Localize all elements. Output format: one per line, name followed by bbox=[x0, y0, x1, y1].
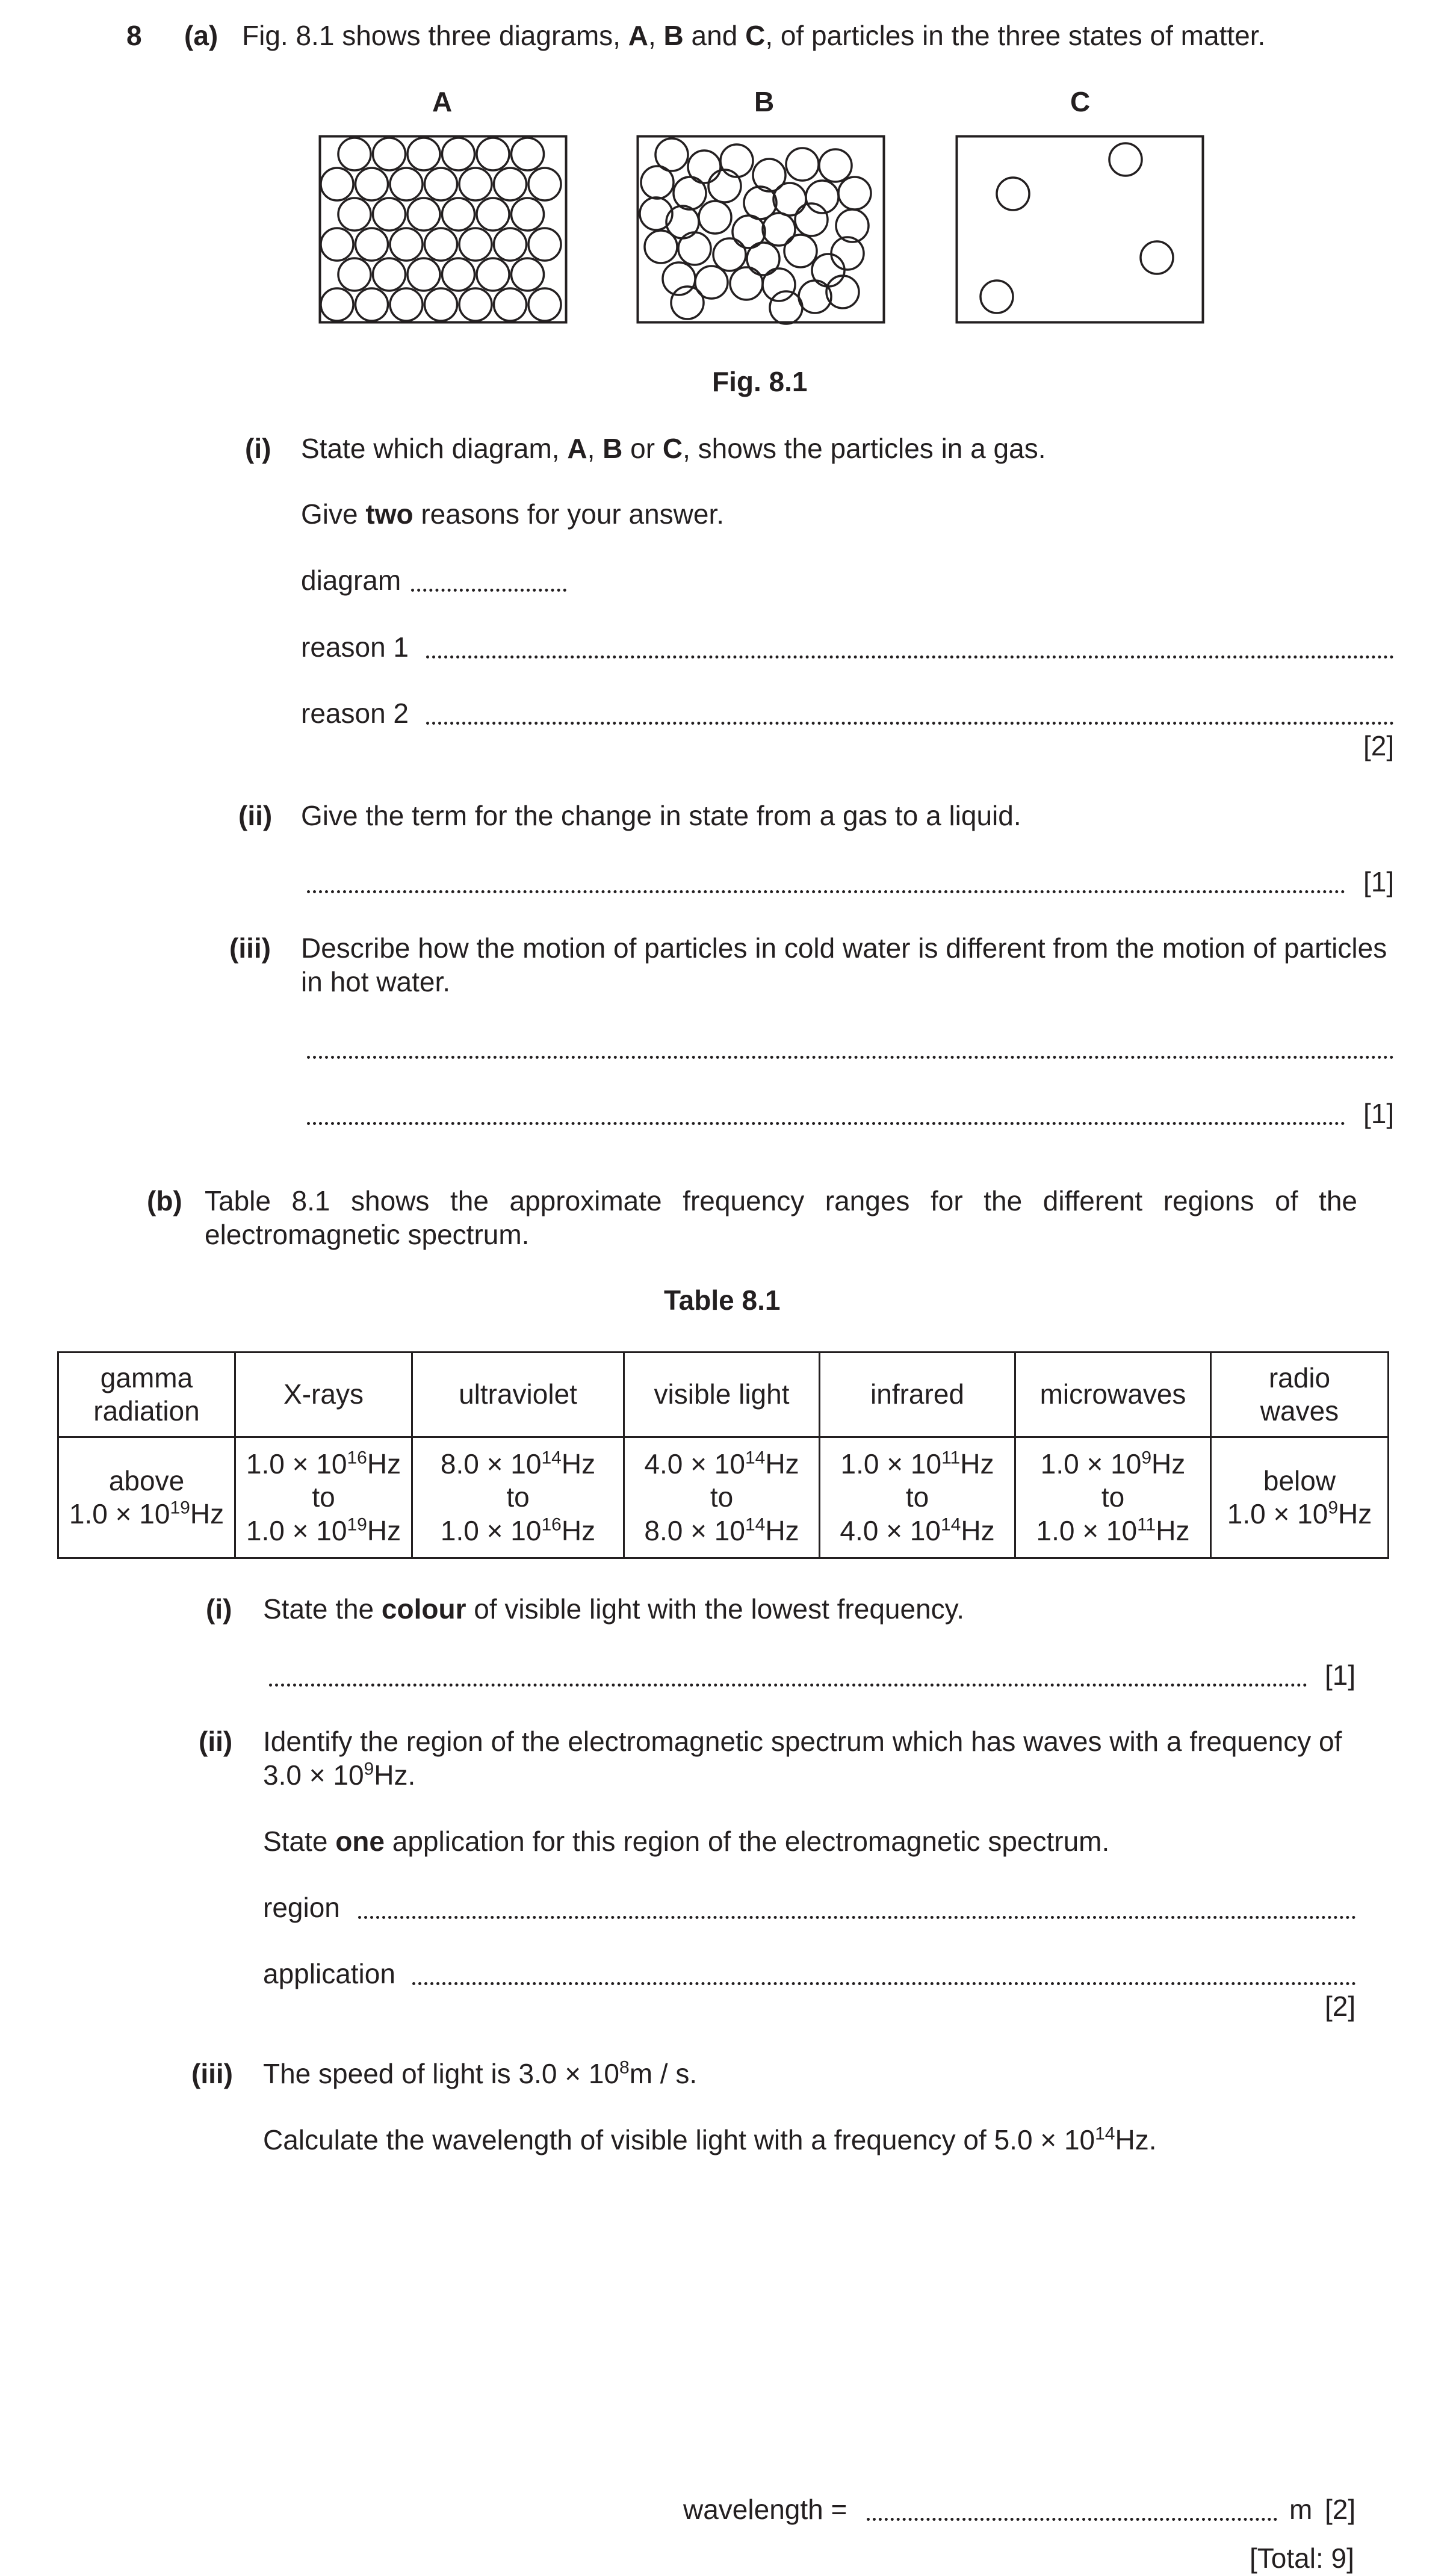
total-marks: [Total: 9] bbox=[1250, 2542, 1354, 2574]
header-infrared: infrared bbox=[820, 1353, 1015, 1437]
a-iii-question-line2: in hot water. bbox=[301, 966, 451, 997]
diagram-c-gas bbox=[956, 135, 1204, 323]
particle bbox=[641, 166, 674, 199]
region-label: region bbox=[263, 1892, 340, 1923]
particle bbox=[459, 228, 492, 261]
part-a-label: (a) bbox=[184, 20, 218, 51]
particle bbox=[442, 258, 475, 291]
b-ii-question-line1: Identify the region of the electromagnetic spectrum which has waves with a frequency of bbox=[263, 1726, 1342, 1757]
b-ii-question-line2: $3.0 \times 10^9Hz$. bbox=[263, 1759, 416, 1791]
diagram-label-b: B bbox=[754, 86, 775, 117]
table-caption: Table 8.1 bbox=[664, 1284, 781, 1316]
particle bbox=[390, 288, 423, 321]
particle bbox=[528, 228, 561, 261]
a-i-instruction: Give two reasons for your answer. bbox=[301, 498, 725, 530]
particle bbox=[494, 288, 527, 321]
particle bbox=[747, 243, 779, 275]
b-ii-instruction: State one application for this region of the electromagnetic spectrum. bbox=[263, 1826, 1110, 1857]
gas-particle bbox=[980, 280, 1013, 313]
header-visible-light: visible light bbox=[624, 1353, 820, 1437]
particle bbox=[494, 168, 527, 200]
a-i-question: State which diagram, A, B or C, shows the particles in a gas. bbox=[301, 433, 1046, 464]
particle bbox=[477, 198, 509, 231]
wavelength-unit: m bbox=[1289, 2494, 1313, 2525]
a-ii-label: (ii) bbox=[238, 800, 273, 831]
particle bbox=[390, 168, 423, 200]
diagram-label-a: A bbox=[432, 86, 453, 117]
particle bbox=[356, 228, 388, 261]
particle bbox=[730, 267, 763, 300]
figure-caption: Fig. 8.1 bbox=[712, 366, 808, 397]
particle bbox=[674, 177, 706, 209]
particle bbox=[678, 232, 711, 265]
particle bbox=[784, 235, 817, 267]
range-visible-light: $4.0 \times 10^{14}Hz$ to $8.0 \times 10^{14}Hz$ bbox=[624, 1437, 820, 1558]
b-i-answer-line[interactable] bbox=[269, 1684, 1307, 1687]
reason2-answer-line[interactable] bbox=[426, 722, 1394, 725]
range-xrays: $1.0 \times 10^{16}Hz$ to $1.0 \times 10^{19}Hz$ bbox=[235, 1437, 412, 1558]
particle bbox=[512, 198, 544, 231]
b-i-question: State the colour of visible light with the lowest frequency. bbox=[263, 1593, 965, 1625]
diagram-a-solid bbox=[319, 135, 567, 323]
gas-particle bbox=[997, 178, 1029, 210]
range-radio-waves: below $1.0 \times 10^9Hz$ bbox=[1211, 1437, 1389, 1558]
particle bbox=[338, 138, 371, 170]
part-b-label: (b) bbox=[147, 1185, 182, 1216]
particle bbox=[459, 168, 492, 200]
particle bbox=[838, 177, 871, 209]
particle bbox=[699, 201, 731, 234]
b-ii-marks: [2] bbox=[1325, 1991, 1356, 2022]
range-microwaves: $1.0 \times 10^9Hz$ to $1.0 \times 10^{11}Hz$ bbox=[1015, 1437, 1211, 1558]
particle bbox=[459, 288, 492, 321]
particle bbox=[442, 198, 475, 231]
a-ii-answer-line[interactable] bbox=[307, 890, 1345, 893]
particle bbox=[763, 213, 795, 246]
particle bbox=[713, 238, 746, 271]
a-iii-label: (iii) bbox=[229, 932, 271, 964]
particle bbox=[786, 148, 819, 181]
particle bbox=[512, 138, 544, 170]
header-xrays: X-rays bbox=[235, 1353, 412, 1437]
a-iii-question-line1: Describe how the motion of particles in cold water is different from the motion of particles bbox=[301, 932, 1387, 964]
gas-particle bbox=[1141, 241, 1173, 274]
particle bbox=[770, 291, 802, 324]
particle bbox=[720, 144, 753, 177]
header-microwaves: microwaves bbox=[1015, 1353, 1211, 1437]
particle bbox=[321, 168, 353, 200]
b-iii-speed: The speed of light is $3.0 \times 10^8m / s$. bbox=[263, 2057, 698, 2089]
particle bbox=[494, 228, 527, 261]
particle bbox=[373, 138, 406, 170]
reason1-answer-line[interactable] bbox=[426, 655, 1394, 658]
wavelength-answer-line[interactable] bbox=[867, 2518, 1277, 2521]
header-gamma: gamma radiation bbox=[58, 1353, 235, 1437]
particle bbox=[407, 258, 440, 291]
particle bbox=[338, 258, 371, 291]
particle bbox=[373, 258, 406, 291]
particle bbox=[425, 168, 457, 200]
em-spectrum-table bbox=[57, 1351, 1389, 1559]
diagram-answer-line[interactable] bbox=[411, 589, 566, 592]
particle bbox=[773, 183, 806, 215]
particle bbox=[763, 268, 795, 301]
particle bbox=[512, 258, 544, 291]
particle bbox=[321, 228, 353, 261]
particle bbox=[425, 288, 457, 321]
particle bbox=[528, 288, 561, 321]
a-i-label: (i) bbox=[245, 433, 271, 464]
diagram-answer-label: diagram bbox=[301, 565, 401, 596]
b-iii-question: Calculate the wavelength of visible light with a frequency of $5.0 \times 10^{14}Hz$. bbox=[263, 2124, 1157, 2155]
particle bbox=[373, 198, 406, 231]
range-infrared: $1.0 \times 10^{11}Hz$ to $4.0 \times 10^{14}Hz$ bbox=[820, 1437, 1015, 1558]
a-iii-answer-line-1[interactable] bbox=[307, 1056, 1394, 1059]
b-iii-label: (iii) bbox=[191, 2058, 233, 2089]
particle bbox=[477, 138, 509, 170]
particle bbox=[390, 228, 423, 261]
particle bbox=[356, 168, 388, 200]
a-iii-answer-line-2[interactable] bbox=[307, 1122, 1345, 1125]
particle bbox=[407, 198, 440, 231]
diagram-label-c: C bbox=[1070, 86, 1091, 117]
particle bbox=[819, 149, 852, 182]
b-iii-marks: [2] bbox=[1325, 2494, 1356, 2525]
particle bbox=[708, 170, 741, 202]
particle bbox=[425, 228, 457, 261]
range-gamma: above $1.0 \times 10^{19}Hz$ bbox=[58, 1437, 235, 1558]
particle bbox=[321, 288, 353, 321]
particle bbox=[528, 168, 561, 200]
reason2-label: reason 2 bbox=[301, 698, 409, 729]
part-b-intro-line1: Table 8.1 shows the approximate frequency ranges for the different regions of the bbox=[205, 1185, 1357, 1216]
range-ultraviolet: $8.0 \times 10^{14}Hz$ to $1.0 \times 10^{16}Hz$ bbox=[412, 1437, 624, 1558]
region-answer-line[interactable] bbox=[358, 1916, 1356, 1919]
particle bbox=[407, 138, 440, 170]
gas-particle bbox=[1109, 143, 1142, 176]
header-radio-waves: radio waves bbox=[1211, 1353, 1389, 1437]
particle bbox=[477, 258, 509, 291]
particle bbox=[338, 198, 371, 231]
particle bbox=[442, 138, 475, 170]
application-answer-line[interactable] bbox=[412, 1982, 1356, 1985]
wavelength-label: wavelength = bbox=[683, 2494, 847, 2525]
b-ii-label: (ii) bbox=[199, 1726, 233, 1757]
diagram-b-liquid bbox=[637, 135, 885, 323]
particle bbox=[356, 288, 388, 321]
reason1-label: reason 1 bbox=[301, 631, 409, 663]
a-i-marks: [2] bbox=[1363, 730, 1395, 761]
application-label: application bbox=[263, 1958, 395, 1989]
part-b-intro-line2: electromagnetic spectrum. bbox=[205, 1219, 530, 1250]
particle bbox=[645, 231, 677, 263]
b-i-marks: [1] bbox=[1325, 1659, 1356, 1691]
header-ultraviolet: ultraviolet bbox=[412, 1353, 624, 1437]
question-number: 8 bbox=[126, 20, 142, 51]
a-ii-question: Give the term for the change in state from a gas to a liquid. bbox=[301, 800, 1021, 831]
part-a-intro: Fig. 8.1 shows three diagrams, A, B and C, of particles in the three states of matter. bbox=[242, 20, 1266, 51]
b-i-label: (i) bbox=[206, 1593, 232, 1625]
a-iii-marks: [1] bbox=[1363, 1098, 1395, 1129]
a-ii-marks: [1] bbox=[1363, 866, 1395, 897]
